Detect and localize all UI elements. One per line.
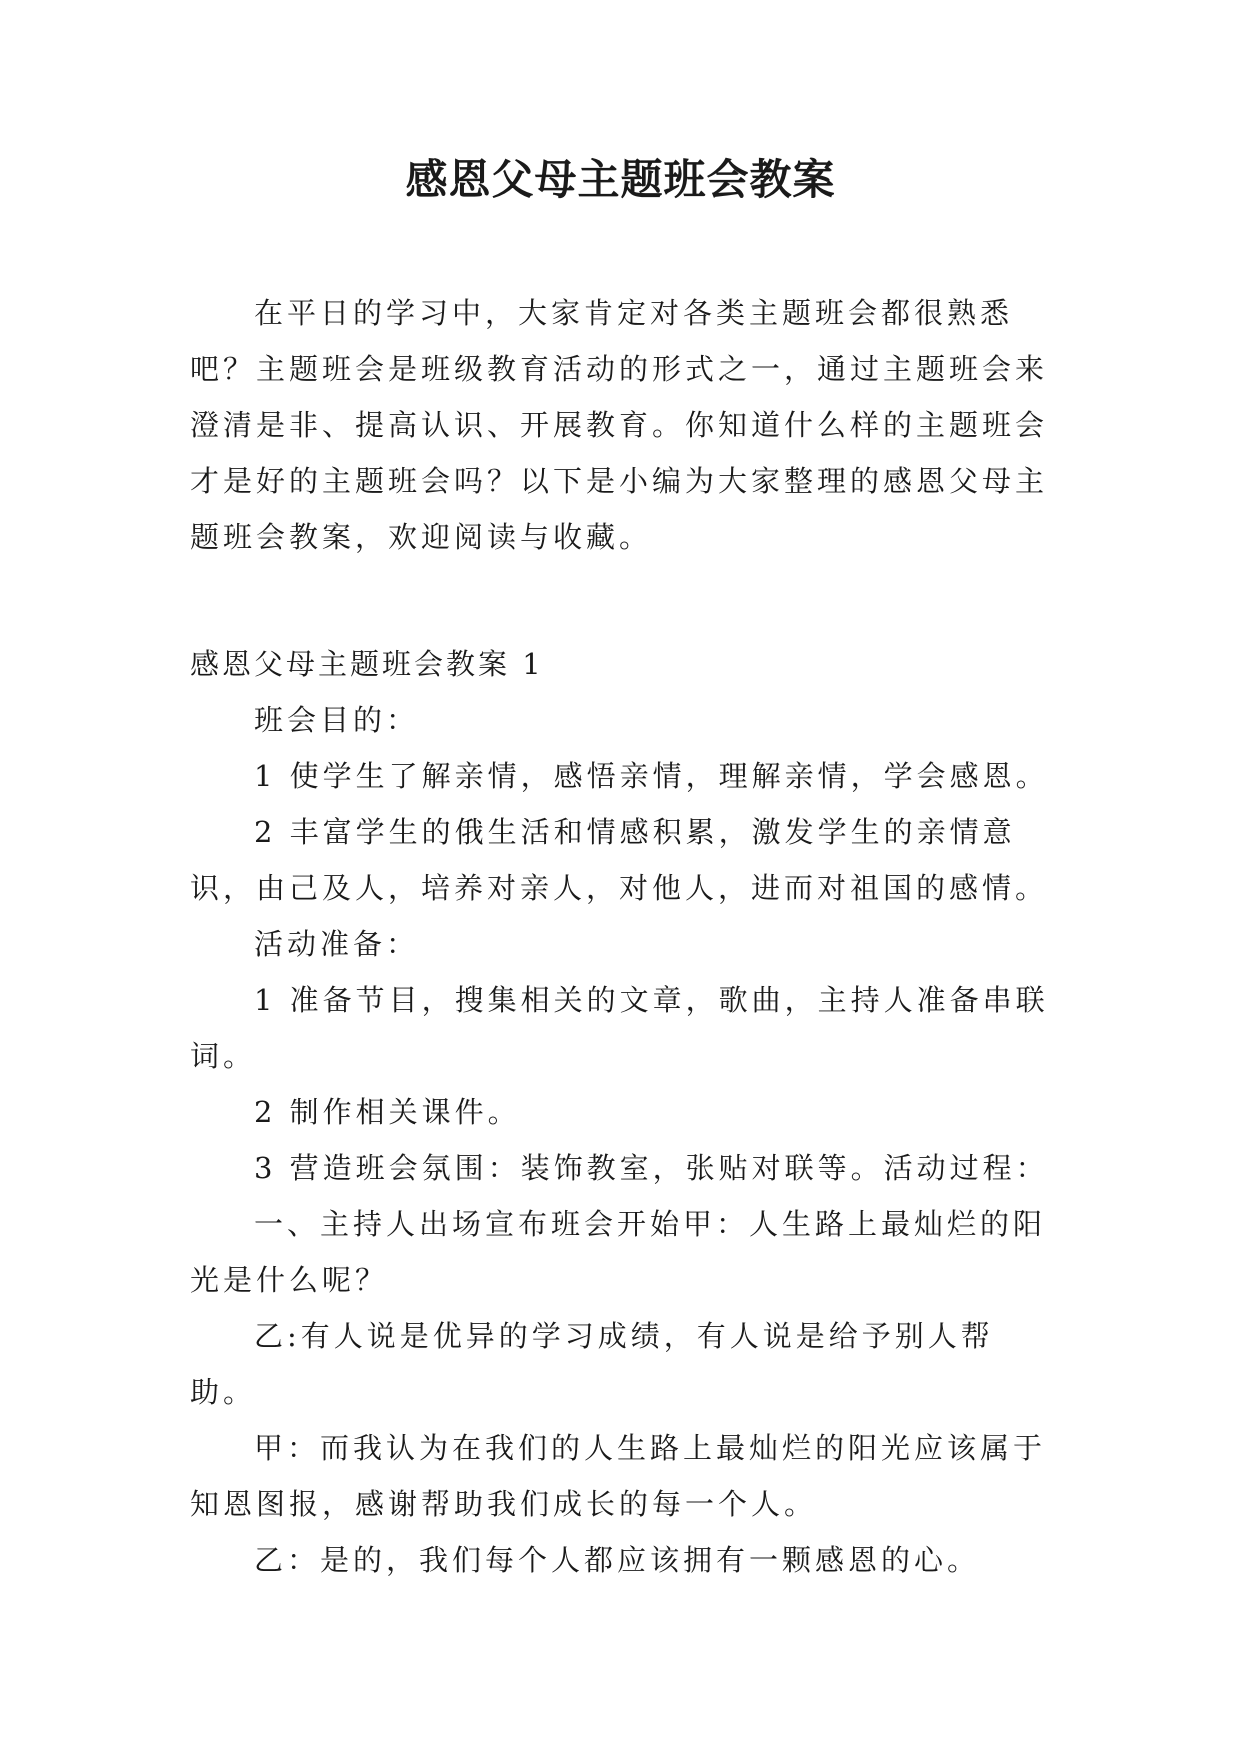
document-title: 感恩父母主题班会教案: [405, 155, 836, 204]
paragraph-goal-1: 1 使学生了解亲情，感悟亲情，理解亲情，学会感恩。: [254, 759, 1049, 793]
paragraph-prep-1: 1 准备节目，搜集相关的文章，歌曲，主持人准备串联词。: [190, 983, 1049, 1073]
paragraph-prep-heading: 活动准备：: [254, 927, 420, 961]
paragraph-dialogue-2: 甲：而我认为在我们的人生路上最灿烂的阳光应该属于知恩图报，感谢帮助我们成长的每一个人。: [190, 1431, 1047, 1521]
section-title: 感恩父母主题班会教案 1: [190, 647, 544, 681]
paragraph-goal-2: 2 丰富学生的俄生活和情感积累，激发学生的亲情意识，由己及人，培养对亲人，对他人，进而对祖国的感情。: [190, 815, 1049, 905]
paragraph-prep-2: 2 制作相关课件。: [254, 1095, 521, 1129]
paragraph-dialogue-3: 乙：是的，我们每个人都应该拥有一颗感恩的心。: [254, 1543, 981, 1577]
section-content: [190, 692, 1050, 1588]
paragraph-prep-3: 3 营造班会氛围：装饰教室，张贴对联等。活动过程：: [254, 1151, 1049, 1185]
intro-paragraph: 在平日的学习中，大家肯定对各类主题班会都很熟悉吧？主题班会是班级教育活动的形式之一，通过主题班会来澄清是非、提高认识、开展教育。你知道什么样的主题班会才是好的主题班会吗？以下是小编为大家整理的感恩父母主题班会教案，欢迎阅读与收藏。: [190, 296, 1049, 554]
paragraph-dialogue-1: 乙:有人说是优异的学习成绩，有人说是给予别人帮助。: [190, 1319, 994, 1409]
paragraph-process-1: 一、主持人出场宣布班会开始甲：人生路上最灿烂的阳光是什么呢？: [190, 1207, 1047, 1297]
paragraph-goal-heading: 班会目的：: [254, 703, 420, 737]
